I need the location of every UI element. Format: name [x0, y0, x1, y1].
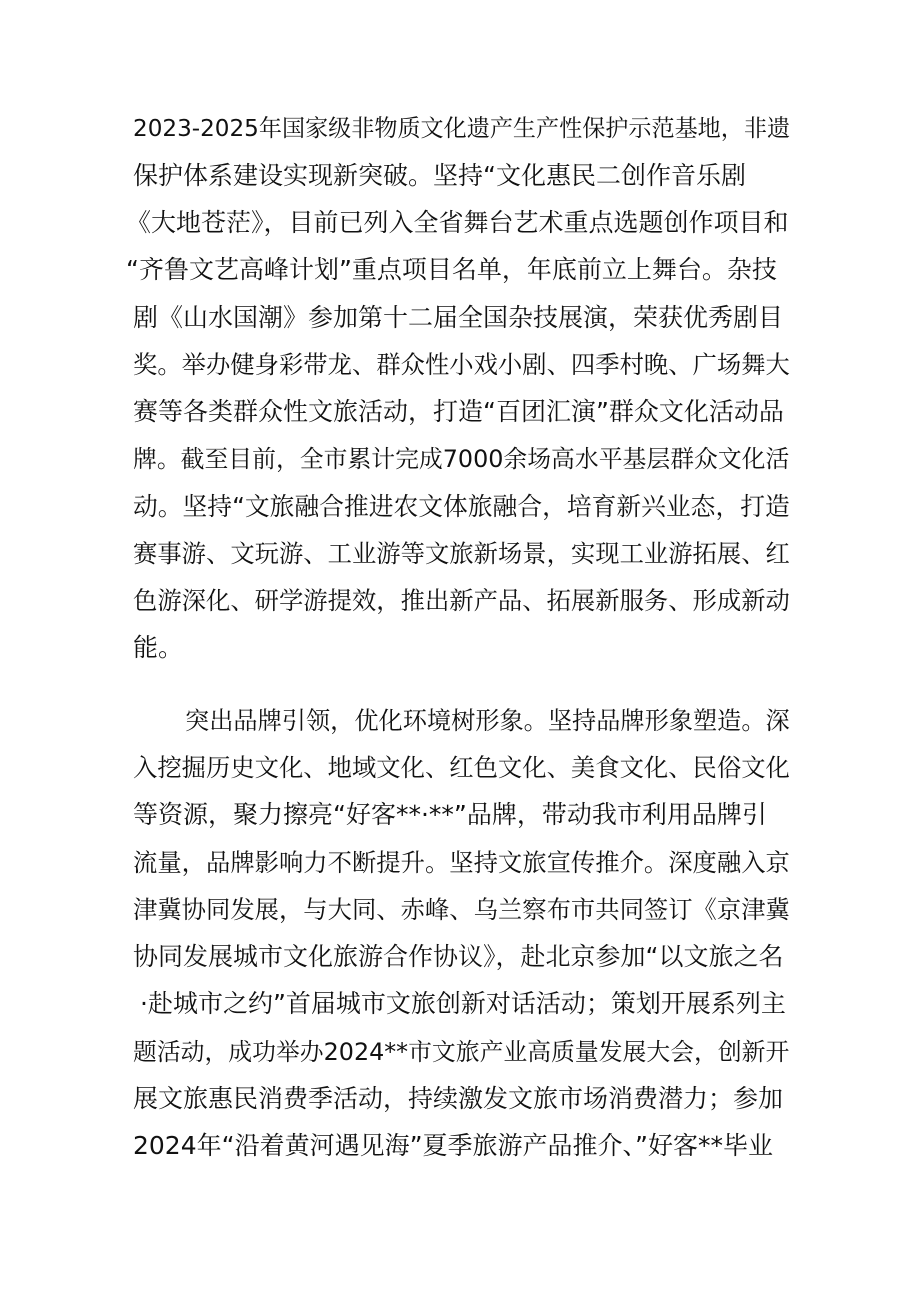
text-line: 赛事游、文玩游、工业游等文旅新场景，实现工业游拓展、红 [133, 539, 790, 568]
text-line: 剧《山水国潮》参加第十二届全国杂技展演，荣获优秀剧目 [133, 303, 784, 332]
text-line: 动。坚持“文旅融合推进农文体旅融合，培育新兴业态，打造 [133, 492, 790, 521]
text-line: 入挖掘历史文化、地域文化、红色文化、美食文化、民俗文化 [133, 753, 790, 782]
text-line: 赛等各类群众性文旅活动，打造“百团汇演”群众文化活动品 [133, 397, 784, 426]
text-line: 牌。截至目前，全市累计完成7000余场高水平基层群众文化活 [133, 445, 790, 473]
text-line: 《大地苍茫》，目前已列入全省舞台艺术重点选题创作项目和 [126, 208, 789, 237]
text-line: 2024年“沿着黄河遇见海”夏季旅游产品推介、”好客**毕业 [133, 1131, 773, 1160]
text-line: 展文旅惠民消费季活动，持续激发文旅市场消费潜力；参加 [133, 1084, 784, 1113]
text-line: 协同发展城市文化旅游合作协议》，赴北京参加“以文旅之名 [133, 942, 784, 971]
text-line: 津冀协同发展，与大同、赤峰、乌兰察布市共同签订《京津冀 [133, 895, 790, 924]
text-line: 奖。举办健身彩带龙、群众性小戏小剧、四季村晚、广场舞大 [133, 350, 790, 379]
text-line: 等资源，聚力擦亮“好客**·**”品牌，带动我市利用品牌引 [133, 800, 767, 829]
text-line: 保护体系建设实现新突破。坚持“文化惠民二创作音乐剧 [133, 161, 746, 190]
text-line: 题活动，成功举办2024**市文旅产业高质量发展大会，创新开 [133, 1038, 790, 1066]
text-line: 2023-2025年国家级非物质文化遗产生产性保护示范基地，非遗 [133, 116, 791, 142]
text-line: 能。 [133, 633, 184, 662]
text-line: “齐鲁文艺高峰计划”重点项目名单，年底前立上舞台。杂技 [126, 255, 777, 284]
text-line: 色游深化、研学游提效，推出新产品、拓展新服务、形成新动 [133, 586, 790, 615]
text-line: ·赴城市之约”首届城市文旅创新对话活动；策划开展系列主 [140, 989, 786, 1018]
text-line: 流量，品牌影响力不断提升。坚持文旅宣传推介。深度融入京 [133, 848, 790, 877]
text-line: 突出品牌引领，优化环境树形象。坚持品牌形象塑造。深 [185, 707, 790, 735]
